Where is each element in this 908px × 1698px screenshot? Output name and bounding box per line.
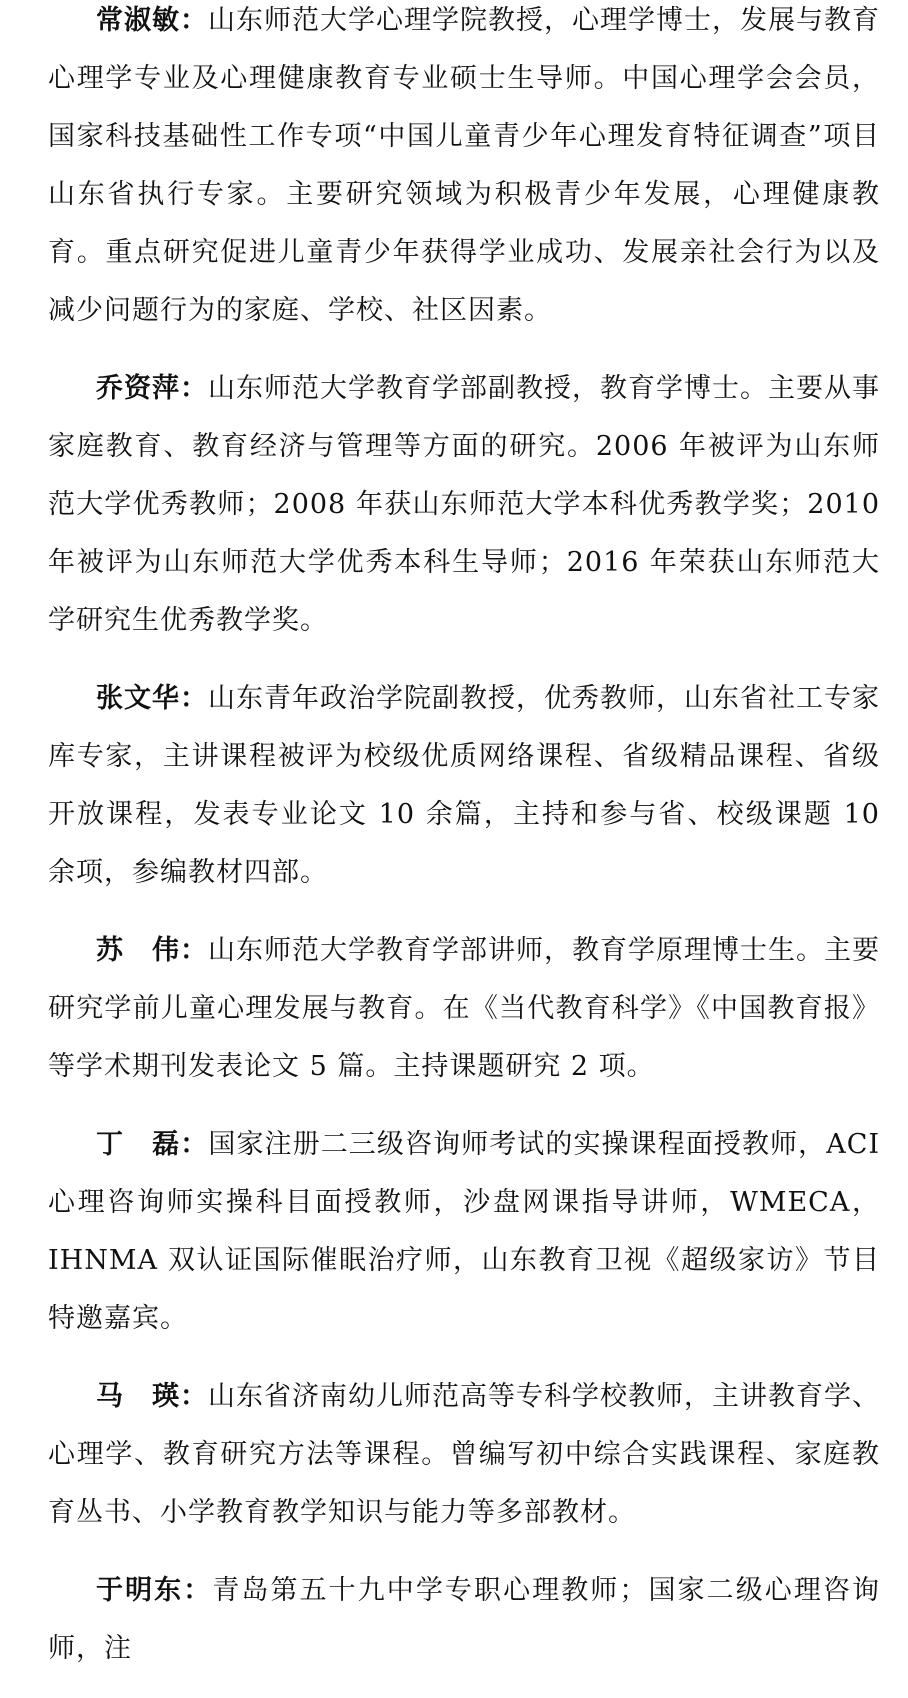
bio-paragraph [48,922,880,1096]
bio-text: 山东师范大学心理学院教授，心理学博士，发展与教育心理学专业及心理健康教育专业硕士生导师。中国心理学会会员，国家科技基础性工作专项“中国儿童青少年心理发育特征调查”项目山东省执行专家。主要研究领域为积极青少年发展，心理健康教育。重点研究促进儿童青少年获得学业成功、发展亲社会行为以及减少问题行为的家庭、学校、社区因素。 [48,5,880,326]
bio-text: 山东省济南幼儿师范高等专科学校教师，主讲教育学、心理学、教育研究方法等课程。曾编写初中综合实践课程、家庭教育丛书、小学教育教学知识与能力等多部教材。 [48,1381,880,1528]
bio-paragraph [48,0,880,340]
bio-text: 山东青年政治学院副教授，优秀教师，山东省社工专家库专家，主讲课程被评为校级优质网络课程、省级精品课程、省级开放课程，发表专业论文 10 余篇，主持和参与省、校级课题 10 余项，参编教材四部。 [48,683,880,888]
bio-text: 国家注册二三级咨询师考试的实操课程面授教师，ACI 心理咨询师实操科目面授教师，沙盘网课指导讲师，WMECA，IHNMA 双认证国际催眠治疗师，山东教育卫视《超级家访》节目特邀嘉宾。 [48,1129,881,1334]
bio-paragraph [48,360,880,650]
bio-paragraph [48,670,880,902]
bio-name: 于明东 [96,1575,184,1606]
bio-paragraph [48,1368,880,1542]
bio-name: 常淑敏 [96,5,180,36]
bio-paragraph [48,1562,880,1678]
bio-paragraph [48,1116,880,1348]
bio-colon: ： [180,1381,208,1412]
bio-colon: ： [180,683,208,714]
bio-colon: ： [180,1129,209,1160]
bio-colon: ： [180,935,208,966]
bio-name: 马 瑛 [96,1381,180,1412]
bio-colon: ： [180,5,208,36]
bio-name: 乔资萍 [96,373,180,404]
document-page [48,0,880,1698]
bio-name: 张文华 [96,683,180,714]
bio-name: 丁 磊 [96,1129,181,1160]
bio-colon: ： [183,1575,213,1606]
bio-text: 青岛第五十九中学专职心理教师；国家二级心理咨询师，注 [48,1575,881,1664]
bio-text: 山东师范大学教育学部副教授，教育学博士。主要从事家庭教育、教育经济与管理等方面的研究。2006 年被评为山东师范大学优秀教师；2008 年获山东师范大学本科优秀教学奖；2010 年被评为山东师范大学优秀本科生导师；2016 年荣获山东师范大学研究生优秀教学奖。 [48,373,880,636]
bio-colon: ： [180,373,208,404]
bio-name: 苏 伟 [96,935,180,966]
bio-text: 山东师范大学教育学部讲师，教育学原理博士生。主要研究学前儿童心理发展与教育。在《当代教育科学》《中国教育报》等学术期刊发表论文 5 篇。主持课题研究 2 项。 [48,935,880,1082]
